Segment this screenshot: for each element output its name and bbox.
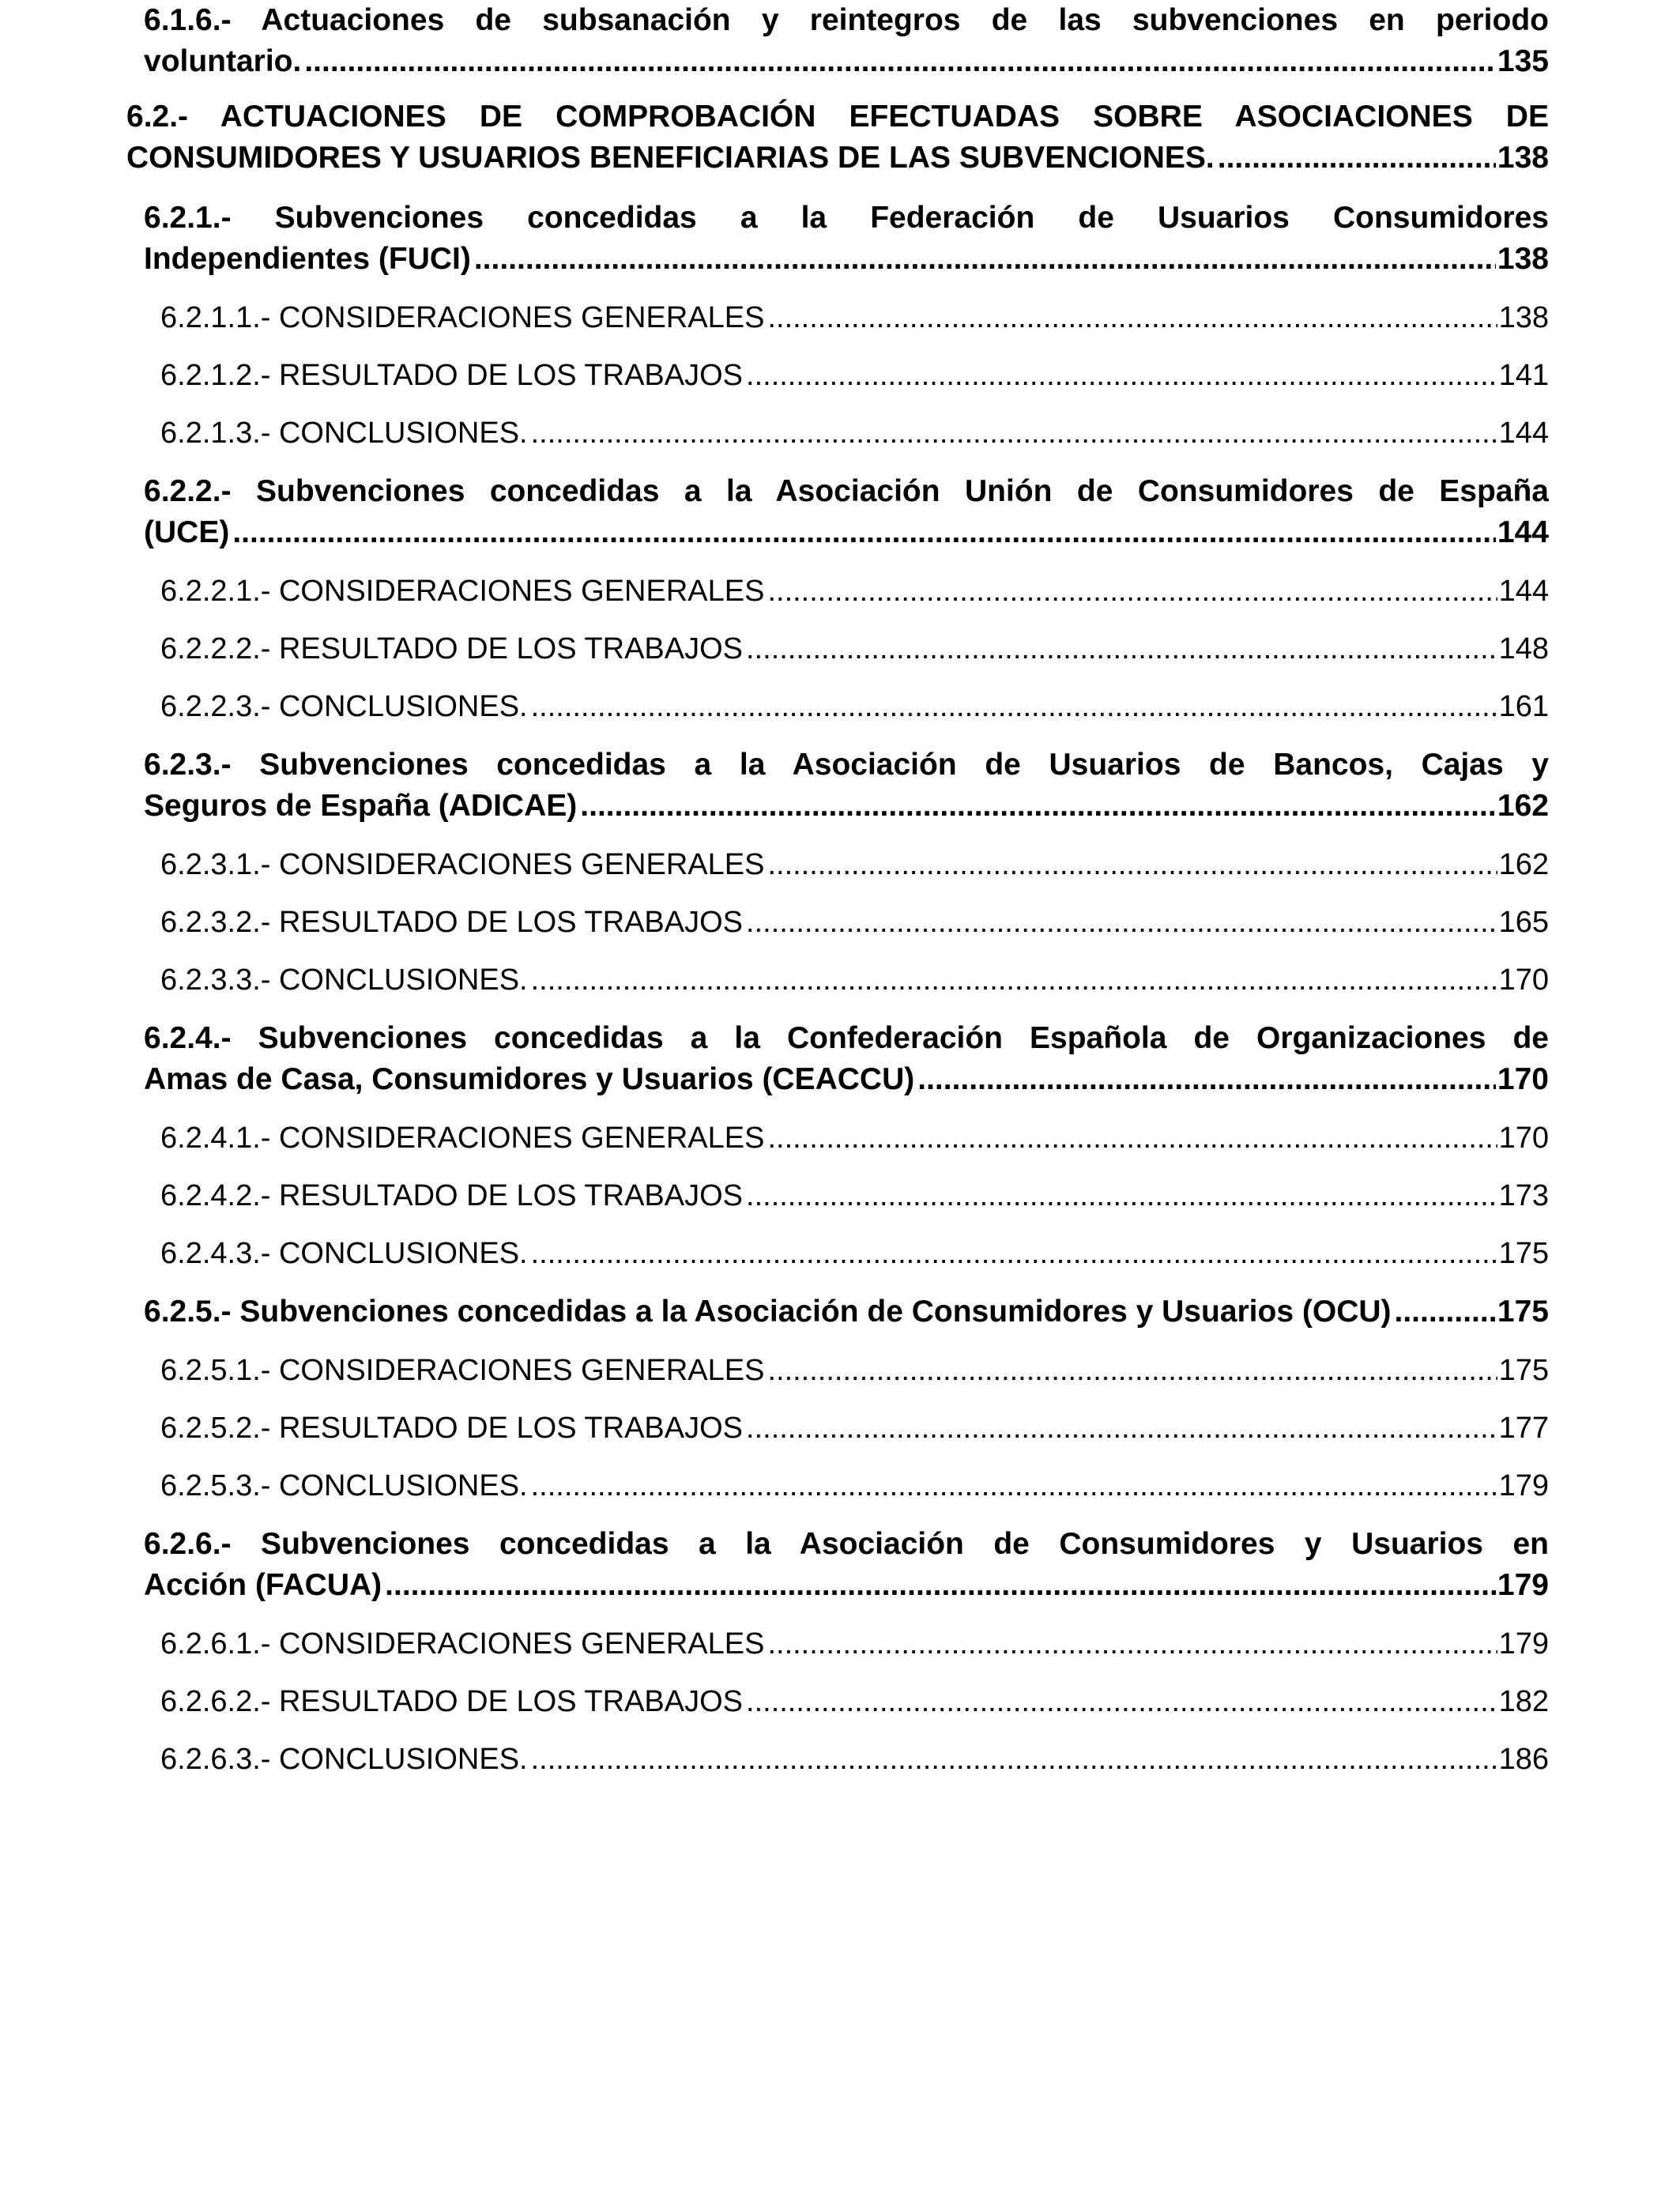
toc-entry-6-1-6[interactable] xyxy=(144,0,1549,82)
dot-leader xyxy=(531,959,1497,1001)
dot-leader xyxy=(531,1465,1497,1506)
toc-page-number: 179 xyxy=(1498,1469,1549,1502)
toc-page-number: 175 xyxy=(1498,1237,1549,1270)
dot-leader xyxy=(531,1739,1497,1780)
dot-leader xyxy=(531,1233,1497,1274)
toc-entry-6-2-5[interactable] xyxy=(144,1291,1549,1333)
dot-leader xyxy=(767,1118,1497,1159)
dot-leader xyxy=(304,41,1496,82)
toc-entry-6-2-4-2[interactable] xyxy=(160,1175,1549,1216)
toc-entry-text: 6.2.2.2.- RESULTADO DE LOS TRABAJOS xyxy=(160,632,744,665)
toc-entry-6-2-5-1[interactable] xyxy=(160,1350,1549,1391)
toc-entry-text: 6.2.1.1.- CONSIDERACIONES GENERALES xyxy=(160,301,765,334)
dot-leader xyxy=(746,1681,1497,1722)
toc-entry-6-2-3-2[interactable] xyxy=(160,902,1549,943)
toc-entry-text: 6.2.4.2.- RESULTADO DE LOS TRABAJOS xyxy=(160,1179,744,1212)
toc-entry-text: 6.2.4.1.- CONSIDERACIONES GENERALES xyxy=(160,1122,765,1155)
toc-entry-text: Acción (FACUA) xyxy=(144,1568,382,1602)
toc-entry-6-2-3-3[interactable] xyxy=(160,959,1549,1001)
toc-page-number: 162 xyxy=(1498,848,1549,881)
toc-entry-6-2-5-2[interactable] xyxy=(160,1408,1549,1449)
toc-page-number: 165 xyxy=(1498,906,1549,939)
toc-page-number: 148 xyxy=(1498,632,1549,665)
toc-entry-text: 6.2.1.- Subvenciones concedidas a la Federación de Usuarios Consumidores xyxy=(144,201,1549,235)
toc-page-number: 141 xyxy=(1498,359,1549,392)
toc-page-number: 138 xyxy=(1498,301,1549,334)
toc-page-number: 179 xyxy=(1498,1627,1549,1661)
toc-entry-6-2[interactable] xyxy=(126,96,1549,179)
toc-entry-6-2-1[interactable] xyxy=(144,198,1549,280)
toc-entry-text: Amas de Casa, Consumidores y Usuarios (CEACCU) xyxy=(144,1062,915,1096)
toc-page-number: 144 xyxy=(1498,417,1549,450)
toc-entry-6-2-2-1[interactable] xyxy=(160,571,1549,612)
toc-page-number: 182 xyxy=(1498,1685,1549,1718)
dot-leader xyxy=(767,297,1497,338)
dot-leader xyxy=(580,786,1496,827)
toc-entry-6-2-2-3[interactable] xyxy=(160,686,1549,727)
toc-page-number: 138 xyxy=(1497,242,1549,276)
toc-entry-text: 6.2.3.1.- CONSIDERACIONES GENERALES xyxy=(160,848,765,881)
toc-entry-6-2-2[interactable] xyxy=(144,471,1549,553)
dot-leader xyxy=(385,1565,1496,1606)
dot-leader xyxy=(1218,138,1496,179)
toc-entry-text: Independientes (FUCI) xyxy=(144,242,471,276)
toc-page-number: 186 xyxy=(1498,1743,1549,1776)
toc-entry-text: 6.2.3.3.- CONCLUSIONES. xyxy=(160,963,528,997)
dot-leader xyxy=(767,571,1497,612)
dot-leader xyxy=(746,1175,1497,1216)
toc-entry-6-2-6-3[interactable] xyxy=(160,1739,1549,1780)
toc-page-number: 170 xyxy=(1497,1062,1549,1096)
dot-leader xyxy=(232,512,1496,553)
toc-entry-6-2-5-3[interactable] xyxy=(160,1465,1549,1506)
toc-page-number: 162 xyxy=(1497,789,1549,823)
toc-entry-text: 6.1.6.- Actuaciones de subsanación y reintegros de las subvenciones en periodo xyxy=(144,3,1549,37)
toc-entry-text: 6.2.5.3.- CONCLUSIONES. xyxy=(160,1469,528,1502)
toc-page-number: 144 xyxy=(1498,575,1549,608)
dot-leader xyxy=(531,413,1497,454)
toc-entry-text: 6.2.5.- Subvenciones concedidas a la Asociación de Consumidores y Usuarios (OCU) xyxy=(144,1295,1392,1329)
toc-entry-6-2-6[interactable] xyxy=(144,1524,1549,1606)
dot-leader xyxy=(746,902,1497,943)
toc-entry-text: 6.2.2.- Subvenciones concedidas a la Asociación Unión de Consumidores de España xyxy=(144,474,1549,508)
toc-entry-text: 6.2.2.3.- CONCLUSIONES. xyxy=(160,690,528,723)
toc-page-number: 175 xyxy=(1498,1354,1549,1387)
toc-entry-6-2-1-1[interactable] xyxy=(160,297,1549,338)
toc-entry-6-2-3-1[interactable] xyxy=(160,844,1549,885)
toc-entry-6-2-1-3[interactable] xyxy=(160,413,1549,454)
toc-entry-6-2-6-2[interactable] xyxy=(160,1681,1549,1722)
toc-entry-6-2-2-2[interactable] xyxy=(160,628,1549,669)
toc-page-number: 144 xyxy=(1497,515,1549,549)
toc-entry-text: 6.2.4.- Subvenciones concedidas a la Confederación Española de Organizaciones de xyxy=(144,1021,1549,1055)
toc-page-number: 161 xyxy=(1498,690,1549,723)
toc-entry-text: 6.2.6.2.- RESULTADO DE LOS TRABAJOS xyxy=(160,1685,744,1718)
toc-entry-text: 6.2.4.3.- CONCLUSIONES. xyxy=(160,1237,528,1270)
toc-page-number: 177 xyxy=(1498,1412,1549,1445)
dot-leader xyxy=(767,844,1497,885)
toc-page-number: 170 xyxy=(1498,963,1549,997)
dot-leader xyxy=(1395,1291,1496,1333)
toc-entry-6-2-3[interactable] xyxy=(144,745,1549,827)
toc-page-number: 179 xyxy=(1497,1568,1549,1602)
toc-entry-6-2-4-1[interactable] xyxy=(160,1118,1549,1159)
toc-entry-text: 6.2.1.2.- RESULTADO DE LOS TRABAJOS xyxy=(160,359,744,392)
toc-entry-6-2-4-3[interactable] xyxy=(160,1233,1549,1274)
dot-leader xyxy=(917,1059,1496,1100)
toc-entry-text: voluntario. xyxy=(144,44,302,78)
toc-entry-text: 6.2.1.3.- CONCLUSIONES. xyxy=(160,417,528,450)
toc-entry-text: (UCE) xyxy=(144,515,230,549)
toc-entry-text: 6.2.2.1.- CONSIDERACIONES GENERALES xyxy=(160,575,765,608)
toc-page-number: 170 xyxy=(1498,1122,1549,1155)
dot-leader xyxy=(767,1623,1497,1664)
toc-entry-6-2-6-1[interactable] xyxy=(160,1623,1549,1664)
dot-leader xyxy=(746,355,1497,396)
dot-leader xyxy=(746,1408,1497,1449)
toc-entry-6-2-4[interactable] xyxy=(144,1018,1549,1100)
dot-leader xyxy=(767,1350,1497,1391)
toc-entry-text: 6.2.5.2.- RESULTADO DE LOS TRABAJOS xyxy=(160,1412,744,1445)
toc-page-number: 173 xyxy=(1498,1179,1549,1212)
toc-entry-text: 6.2.5.1.- CONSIDERACIONES GENERALES xyxy=(160,1354,765,1387)
toc-entry-text: Seguros de España (ADICAE) xyxy=(144,789,578,823)
toc-entry-text: 6.2.3.2.- RESULTADO DE LOS TRABAJOS xyxy=(160,906,744,939)
toc-entry-text: 6.2.6.- Subvenciones concedidas a la Asociación de Consumidores y Usuarios en xyxy=(144,1527,1549,1561)
toc-entry-text: 6.2.3.- Subvenciones concedidas a la Asociación de Usuarios de Bancos, Cajas y xyxy=(144,748,1549,782)
toc-entry-text: 6.2.6.1.- CONSIDERACIONES GENERALES xyxy=(160,1627,765,1661)
toc-entry-text: CONSUMIDORES Y USUARIOS BENEFICIARIAS DE LAS SUBVENCIONES. xyxy=(126,141,1215,175)
dot-leader xyxy=(474,239,1496,280)
dot-leader xyxy=(531,686,1497,727)
toc-page-number: 138 xyxy=(1497,141,1549,175)
toc-page-number: 135 xyxy=(1497,44,1549,78)
toc-entry-text: 6.2.6.3.- CONCLUSIONES. xyxy=(160,1743,528,1776)
dot-leader xyxy=(746,628,1497,669)
toc-entry-6-2-1-2[interactable] xyxy=(160,355,1549,396)
toc-page-number: 175 xyxy=(1497,1295,1549,1329)
toc-entry-text: 6.2.- ACTUACIONES DE COMPROBACIÓN EFECTUADAS SOBRE ASOCIACIONES DE xyxy=(126,100,1549,134)
